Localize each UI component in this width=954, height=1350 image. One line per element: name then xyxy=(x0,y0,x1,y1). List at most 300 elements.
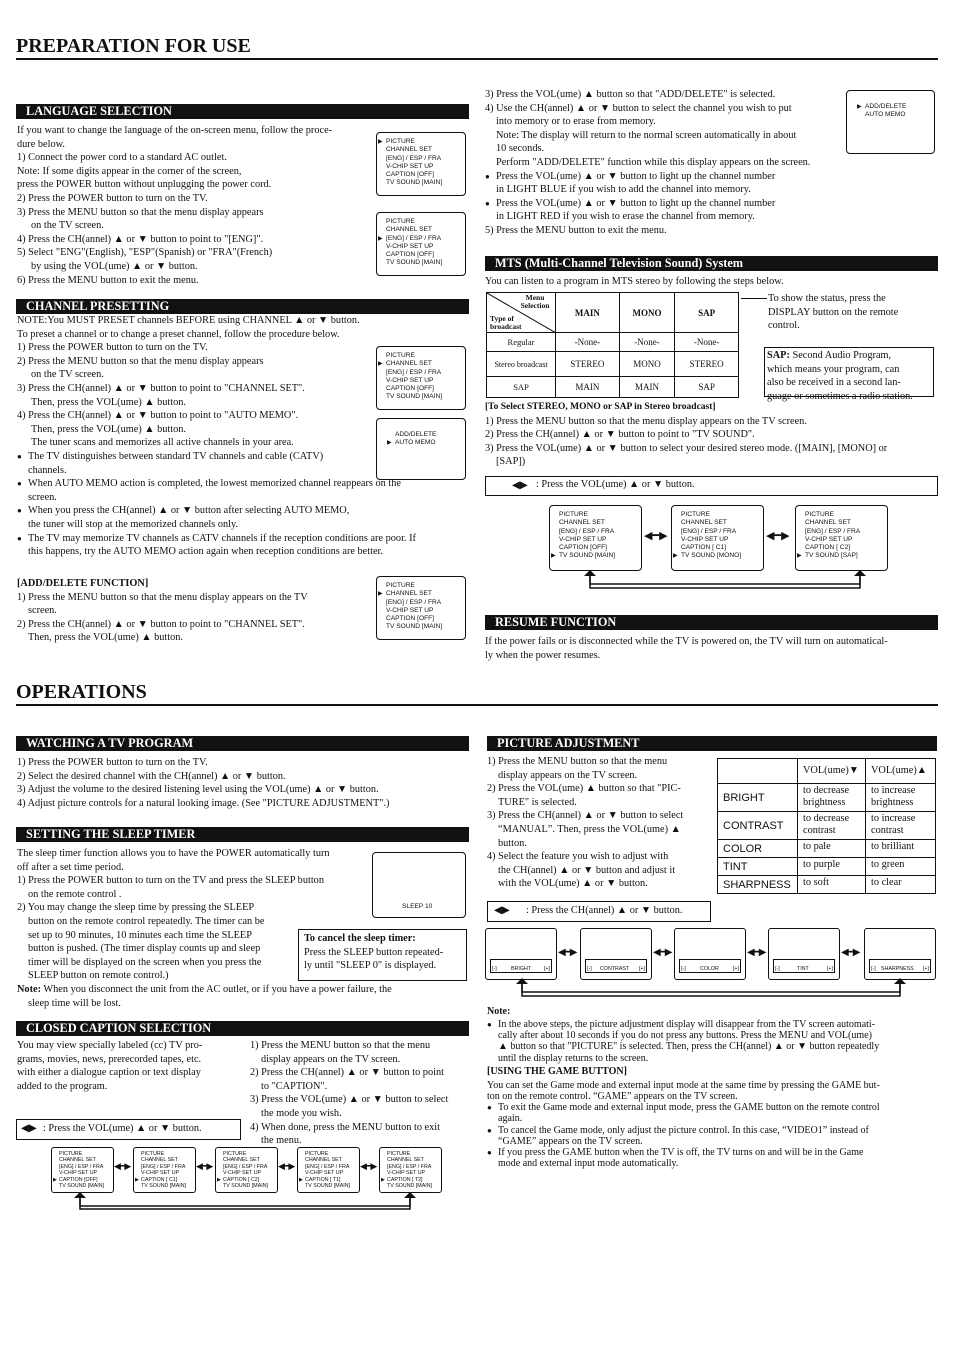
slider-label: SHARPNESS xyxy=(881,966,914,972)
table-cell: -None- xyxy=(619,333,675,352)
menu-line: CHANNEL SET xyxy=(681,519,727,527)
text-line: this happens, try the AUTO MEMO action again when reception conditions are better. xyxy=(28,546,383,558)
slider-label: CONTRAST xyxy=(600,966,630,972)
sleep-timer-header: SETTING THE SLEEP TIMER xyxy=(16,827,469,842)
menu-line: V-CHIP SET UP xyxy=(386,376,434,384)
text-line: 2) Press the POWER button to turn on the TV. xyxy=(17,192,208,204)
text-line: ● In the above steps, the picture adjustment display will disappear from the TV screen automati- xyxy=(498,1019,876,1030)
subheading: [ADD/DELETE FUNCTION] xyxy=(17,578,149,589)
text-line: “MANUAL”. Then, press the VOL(ume) ▲ xyxy=(498,823,681,835)
text-line: Note: If some digits appear in the corner of the screen, xyxy=(17,165,242,177)
slider-bar xyxy=(490,959,552,973)
note-label: Note: xyxy=(17,984,42,995)
menu-line: [ENG] / ESP / FRA xyxy=(141,1163,186,1170)
menu-line: V-CHIP SET UP xyxy=(305,1170,344,1177)
menu-line: V-CHIP SET UP xyxy=(387,1170,426,1177)
menu-line: CHANNEL SET xyxy=(386,226,432,234)
menu-line: TV SOUND [MAIN] xyxy=(141,1183,187,1190)
table-cell: MONO xyxy=(619,352,675,377)
text-line: 2) You may change the sleep time by pressing the SLEEP xyxy=(17,902,255,914)
tv-menu-screen xyxy=(297,1147,360,1193)
menu-line: TV SOUND [MAIN] xyxy=(59,1183,105,1190)
menu-line: CAPTION [OFF] xyxy=(559,544,607,552)
cc-legend xyxy=(16,1119,241,1140)
tint-slider-screen xyxy=(768,928,840,980)
slider-label: COLOR xyxy=(700,966,719,972)
text-line: DISPLAY button on the remote xyxy=(768,306,899,318)
menu-line: V-CHIP SET UP xyxy=(805,535,853,543)
text-line: Then, press the VOL(ume) ▲ button. xyxy=(31,396,186,408)
title-rule xyxy=(16,58,938,60)
text-line: until the display returns to the screen. xyxy=(498,1052,649,1064)
contrast-slider-screen xyxy=(580,928,652,980)
menu-line: CAPTION [OFF] xyxy=(386,615,434,623)
text-line: screen. xyxy=(28,605,57,617)
table-row-label: COLOR xyxy=(718,840,798,858)
menu-line: CAPTION [OFF] xyxy=(386,171,434,179)
cycle-arrow xyxy=(512,978,912,1000)
text-line: 3) Press the VOL(ume) ▲ or ▼ button to select xyxy=(250,1094,449,1106)
watching-text xyxy=(17,756,467,810)
title-rule xyxy=(16,704,938,706)
menu-line: [ENG] / ESP / FRA xyxy=(805,527,861,535)
minus-label: [-] xyxy=(587,966,592,972)
menu-line: [ENG] / ESP / FRA xyxy=(223,1163,268,1170)
text-line: Then, press the VOL(ume) ▲ button. xyxy=(28,632,183,644)
table-cell: MAIN xyxy=(619,377,675,398)
text-line: 3) Press the VOL(ume) ▲ or ▼ button to select your desired stereo mode. ([MAIN], [MONO] or xyxy=(485,442,888,454)
text-line: ● To exit the Game mode and external input mode, press the GAME button on the remote control xyxy=(498,1102,880,1114)
menu-line: ▶ [ENG] / ESP / FRA xyxy=(386,235,461,243)
section-title-preparation: PREPARATION FOR USE xyxy=(16,35,251,57)
tv-menu-screen xyxy=(376,418,466,480)
tv-menu-screen xyxy=(376,346,466,410)
mts-header: MTS (Multi-Channel Television Sound) System xyxy=(485,256,938,271)
menu-line: [ENG] / ESP / FRA xyxy=(386,368,442,376)
tv-menu-screen xyxy=(671,505,764,571)
closed-caption-steps xyxy=(250,1039,470,1148)
text-line: in LIGHT BLUE if you wish to add the channel into memory. xyxy=(496,184,751,196)
plus-label: [+] xyxy=(826,966,833,972)
menu-line: TV SOUND [MAIN] xyxy=(386,259,443,267)
minus-label: [-] xyxy=(775,966,780,972)
double-arrow-icon: ◀━▶ xyxy=(278,1161,295,1171)
table-cell: to brilliant xyxy=(866,840,936,858)
text-line: into memory or to erase from memory. xyxy=(496,116,656,128)
text-line: 1) Press the MENU button so that the menu display appears on the TV screen. xyxy=(485,415,807,427)
table-cell: to clear xyxy=(866,876,936,894)
closed-caption-header: CLOSED CAPTION SELECTION xyxy=(16,1021,469,1036)
tv-menu-screen xyxy=(795,505,888,571)
double-arrow-icon: ◀━▶ xyxy=(644,530,668,542)
menu-line: AUTO MEMO xyxy=(865,111,906,119)
corner-label: Type of broadcast xyxy=(490,314,522,331)
table-row-label: Stereo broadcast xyxy=(487,352,556,377)
slider-label: TINT xyxy=(797,966,809,972)
status-note xyxy=(768,292,936,333)
subheading: [To Select STEREO, MONO or SAP in Stereo broadcast] xyxy=(485,402,716,412)
menu-line: PICTURE xyxy=(805,511,834,518)
text-line: with either a dialogue caption or text display xyxy=(17,1067,201,1079)
menu-line: CHANNEL SET xyxy=(386,146,432,154)
color-slider-screen xyxy=(674,928,746,980)
menu-line: CHANNEL SET xyxy=(387,1157,424,1164)
slider-bar xyxy=(679,959,741,973)
text-line: TURE" is selected. xyxy=(498,796,577,808)
subheading: To cancel the sleep timer: xyxy=(304,933,416,944)
menu-line: ▶ CHANNEL SET xyxy=(386,590,461,598)
tv-menu-screen xyxy=(376,132,466,196)
text-line: button is pushed. (The timer display counts up and sleep xyxy=(28,943,261,955)
double-arrow-icon: ◀▶ xyxy=(494,905,510,916)
text-line: ton on the remote control. “GAME” appears on the TV screen. xyxy=(487,1091,738,1103)
bullet-item xyxy=(17,532,467,559)
menu-line: PICTURE xyxy=(141,1151,165,1157)
slider-bar xyxy=(773,959,835,973)
table-cell: to increase brightness xyxy=(866,784,936,812)
text-line: on the remote control . xyxy=(28,888,122,900)
text-line: channels. xyxy=(28,464,67,476)
menu-line: V-CHIP SET UP xyxy=(59,1170,98,1177)
text-line: ● The TV distinguishes between standard TV channels and cable (CATV) xyxy=(28,450,324,462)
text-line: To preset a channel or to change a preset channel, follow the procedure below. xyxy=(17,328,340,340)
text-line: guage or sometimes a radio station. xyxy=(767,390,913,402)
menu-line: ▶ CAPTION [ T1] xyxy=(305,1177,357,1183)
menu-line: CHANNEL SET xyxy=(559,519,605,527)
table-cell: -None- xyxy=(556,333,620,352)
text-line: 4) Press the CH(annel) ▲ or ▼ button to point to "[ENG]". xyxy=(17,233,264,245)
add-delete-text xyxy=(17,577,377,645)
text-line: 3) Press the CH(annel) ▲ or ▼ button to select xyxy=(487,810,684,822)
menu-line: PICTURE xyxy=(386,218,415,225)
text-line: ● Press the VOL(ume) ▲ or ▼ button to light up the channel number xyxy=(496,170,776,182)
menu-line: CAPTION [OFF] xyxy=(386,385,434,393)
text-line: 4) Press the CH(annel) ▲ or ▼ button to point to "AUTO MEMO". xyxy=(17,410,299,422)
menu-line: ADD/DELETE xyxy=(395,431,437,438)
resume-function-header: RESUME FUNCTION xyxy=(485,615,938,630)
tv-menu-screen xyxy=(376,576,466,640)
menu-line: CHANNEL SET xyxy=(805,519,851,527)
double-arrow-icon: ◀▶ xyxy=(512,480,528,491)
text-line: To show the status, press the xyxy=(768,293,886,304)
picture-legend xyxy=(487,901,711,922)
menu-line: [ENG] / ESP / FRA xyxy=(681,527,737,535)
text-line: by using the VOL(ume) ▲ or ▼ button. xyxy=(31,260,198,272)
tv-menu-screen xyxy=(376,212,466,276)
mts-intro: You can listen to a program in MTS stereo by following the steps below. xyxy=(485,276,784,287)
text-line: 4) Use the CH(annel) ▲ or ▼ button to select the channel you wish to put xyxy=(485,102,792,114)
menu-line: ▶ CAPTION [ T2] xyxy=(387,1177,439,1183)
menu-line: ▶ ADD/DELETE xyxy=(865,103,930,111)
table-corner-cell xyxy=(718,759,798,784)
text-line: 1) Press the MENU button so that the menu display appears on the TV xyxy=(17,591,308,603)
text-line: also be received in a second lan- xyxy=(767,377,901,389)
double-arrow-icon: ◀━▶ xyxy=(747,947,766,958)
tv-menu-screen xyxy=(549,505,642,571)
menu-line: [ENG] / ESP / FRA xyxy=(59,1163,104,1170)
table-row-label: SHARPNESS xyxy=(718,876,798,894)
menu-line: CHANNEL SET xyxy=(223,1157,260,1164)
text-line: You may view specially labeled (cc) TV pro- xyxy=(17,1040,203,1051)
plus-label: [+] xyxy=(638,966,645,972)
menu-line: CAPTION [ C1] xyxy=(681,544,727,552)
text-line: If you want to change the language of the on-screen menu, follow the proce- xyxy=(17,125,333,136)
text-line: The sleep timer function allows you to have the POWER automatically turn xyxy=(17,848,330,859)
add-delete-continued xyxy=(485,88,845,238)
text-line: ● Press the VOL(ume) ▲ or ▼ button to light up the channel number xyxy=(496,197,776,209)
text-line: ● The TV may memorize TV channels as CATV channels if the reception conditions are poor. If xyxy=(28,532,416,544)
table-cell: to green xyxy=(866,858,936,876)
text-line: added to the program. xyxy=(17,1080,108,1092)
text-line: press the POWER button without unplugging the power cord. xyxy=(17,179,272,191)
bullet-item xyxy=(485,197,845,224)
table-cell: to soft xyxy=(798,876,866,894)
text-line: If the power fails or is disconnected while the TV is powered on, the TV will turn on automatical- xyxy=(485,636,888,647)
text-line: the CH(annel) ▲ or ▼ button and adjust it xyxy=(498,864,676,876)
cycle-arrow xyxy=(70,1192,420,1212)
menu-line: CHANNEL SET xyxy=(141,1157,178,1164)
closed-caption-intro xyxy=(17,1039,247,1093)
tv-menu-screen xyxy=(133,1147,196,1193)
subheading: [USING THE GAME BUTTON] xyxy=(487,1065,627,1077)
menu-line: PICTURE xyxy=(386,352,415,359)
sap-term: SAP: xyxy=(767,350,790,361)
menu-line: ▶ TV SOUND [SAP] xyxy=(805,552,883,560)
menu-line: PICTURE xyxy=(387,1151,411,1157)
corner-label: Menu Selection xyxy=(520,293,550,310)
text-line: control. xyxy=(768,320,800,332)
legend-text: : Press the VOL(ume) ▲ or ▼ button. xyxy=(536,479,695,490)
text-line: on the TV screen. xyxy=(31,369,104,381)
channel-presetting-header: CHANNEL PRESETTING xyxy=(16,299,469,314)
callout-line xyxy=(741,298,767,299)
text-line: 3) Adjust the volume to the desired listening level using the VOL(ume) ▲ or ▼ button. xyxy=(17,784,379,796)
table-cell: to decrease brightness xyxy=(798,784,866,812)
text-line: 4) When done, press the MENU button to exit xyxy=(250,1121,440,1133)
text-line: set up to 90 minutes, 10 minutes each time the SLEEP xyxy=(28,929,252,941)
menu-line: ▶ AUTO MEMO xyxy=(395,439,461,447)
bullet-item xyxy=(487,1019,937,1064)
legend-text: : Press the VOL(ume) ▲ or ▼ button. xyxy=(43,1123,202,1134)
tv-sleep-screen xyxy=(372,852,466,918)
sleep-readout: SLEEP 10 xyxy=(402,903,433,910)
text-line: Press the SLEEP button repeated- xyxy=(304,946,444,958)
table-cell: to pale xyxy=(798,840,866,858)
minus-label: [-] xyxy=(492,966,497,972)
text-line: the mode you wish. xyxy=(261,1107,342,1119)
table-row-label: Regular xyxy=(487,333,556,352)
plus-label: [+] xyxy=(922,966,929,972)
minus-label: [-] xyxy=(681,966,686,972)
mts-table xyxy=(486,292,739,398)
text-line: 5) Select "ENG"(English), "ESP"(Spanish) or "FRA"(French) xyxy=(17,247,273,259)
text-line: [SAP]) xyxy=(496,456,526,468)
menu-line: [ENG] / ESP / FRA xyxy=(386,598,442,606)
table-header: MONO xyxy=(619,293,675,333)
table-row-label: CONTRAST xyxy=(718,812,798,840)
table-corner-cell xyxy=(487,293,556,333)
section-title-operations: OPERATIONS xyxy=(16,681,147,703)
table-row-label: SAP xyxy=(487,377,556,398)
text-line: display appears on the TV screen. xyxy=(261,1053,401,1065)
text-line: cally after about 10 seconds if you do not press any buttons. Press the MENU and VOL(ume) xyxy=(498,1030,872,1042)
text-line: Perform "ADD/DELETE" function while this display appears on the screen. xyxy=(496,156,811,168)
menu-line: ▶ CAPTION [OFF] xyxy=(59,1177,111,1183)
menu-line: CAPTION [OFF] xyxy=(386,251,434,259)
menu-line: PICTURE xyxy=(386,582,415,589)
text-line: 6) Press the MENU button to exit the menu. xyxy=(17,274,199,286)
text-line: 2) Press the CH(annel) ▲ or ▼ button to point to "TV SOUND". xyxy=(485,429,755,441)
menu-line: CHANNEL SET xyxy=(59,1157,96,1164)
menu-line: TV SOUND [MAIN] xyxy=(387,1183,433,1190)
table-header: MAIN xyxy=(556,293,620,333)
menu-line: TV SOUND [MAIN] xyxy=(386,179,443,187)
picture-notes xyxy=(487,1005,937,1169)
text-line: When you disconnect the unit from the AC outlet, or if you have a power failure, the xyxy=(41,984,392,995)
text-line: 2) Select the desired channel with the CH(annel) ▲ or ▼ button. xyxy=(17,770,286,782)
menu-line: V-CHIP SET UP xyxy=(386,242,434,250)
text-line: ly when the power resumes. xyxy=(485,649,601,661)
text-line: 10 seconds. xyxy=(496,143,545,155)
text-line: 1) Press the MENU button so that the menu xyxy=(487,756,668,767)
legend-text: : Press the CH(annel) ▲ or ▼ button. xyxy=(526,905,683,916)
double-arrow-icon: ◀━▶ xyxy=(558,947,577,958)
picture-adjustment-table xyxy=(717,758,936,894)
language-selection-text xyxy=(17,124,372,287)
menu-line: TV SOUND [MAIN] xyxy=(386,623,443,631)
text-line: button on the remote control repeatedly. The timer can be xyxy=(28,915,265,927)
sap-note-box xyxy=(764,347,934,402)
language-selection-header: LANGUAGE SELECTION xyxy=(16,104,469,119)
text-line: 4) Select the feature you wish to adjust with xyxy=(487,851,669,863)
menu-line: PICTURE xyxy=(59,1151,83,1157)
text-line: ▲ button so that "PICTURE" is selected. Then, press the CH(annel) ▲ or ▼ button repeatedly xyxy=(498,1041,880,1053)
text-line: again. xyxy=(498,1113,523,1125)
text-line: in LIGHT RED if you wish to erase the channel from memory. xyxy=(496,211,755,223)
cycle-arrow xyxy=(580,570,880,592)
text-line: 1) Press the POWER button to turn on the TV. xyxy=(17,757,208,768)
menu-line: ▶ CAPTION [ C1] xyxy=(141,1177,193,1183)
text-line: to "CAPTION". xyxy=(261,1080,328,1092)
menu-line: PICTURE xyxy=(559,511,588,518)
text-line: display appears on the TV screen. xyxy=(498,769,638,781)
slider-bar xyxy=(869,959,931,973)
menu-line: V-CHIP SET UP xyxy=(681,535,729,543)
menu-line: ▶ TV SOUND [MONO] xyxy=(681,552,759,560)
text-line: 1) Press the MENU button so that the menu xyxy=(250,1040,431,1051)
plus-label: [+] xyxy=(732,966,739,972)
text-line: Then, press the VOL(ume) ▲ button. xyxy=(31,423,186,435)
slider-label: BRIGHT xyxy=(511,966,532,972)
text-line: screen. xyxy=(28,491,57,503)
slider-bar xyxy=(585,959,647,973)
text-line: 4) Adjust picture controls for a natural looking image. (See "PICTURE ADJUSTMENT".) xyxy=(17,797,390,809)
text-line: 2) Press the CH(annel) ▲ or ▼ button to point xyxy=(250,1067,444,1079)
table-header: VOL(ume)▲ xyxy=(866,759,936,784)
tv-menu-screen xyxy=(51,1147,114,1193)
bullet-item xyxy=(485,170,845,197)
text-line: 3) Press the CH(annel) ▲ or ▼ button to point to "CHANNEL SET". xyxy=(17,382,305,394)
text-line: timer will be displayed on the screen when you press the xyxy=(28,956,262,968)
double-arrow-icon: ◀━▶ xyxy=(196,1161,213,1171)
menu-line: TV SOUND [MAIN] xyxy=(223,1183,269,1190)
table-row-label: BRIGHT xyxy=(718,784,798,812)
bullet-item xyxy=(487,1102,937,1124)
text-line: the menu. xyxy=(261,1135,302,1147)
menu-line: PICTURE xyxy=(681,511,710,518)
menu-line: [ENG] / ESP / FRA xyxy=(386,154,442,162)
text-line: NOTE:You MUST PRESET channels BEFORE using CHANNEL ▲ or ▼ button. xyxy=(17,315,360,326)
watching-header: WATCHING A TV PROGRAM xyxy=(16,736,469,751)
table-cell: to purple xyxy=(798,858,866,876)
note-label: Note: xyxy=(487,1006,511,1017)
text-line: ● When AUTO MEMO action is completed, the lowest memorized channel reappears on the xyxy=(28,478,401,490)
text-line: 3) Press the MENU button so that the menu display appears xyxy=(17,206,264,218)
menu-line: CHANNEL SET xyxy=(305,1157,342,1164)
menu-line: ▶ CAPTION [ C2] xyxy=(223,1177,275,1183)
bullet-item xyxy=(17,504,467,531)
text-line: the tuner will stop at the memorized channels only. xyxy=(28,518,239,530)
menu-line: ▶ PICTURE xyxy=(386,138,461,146)
menu-line: [ENG] / ESP / FRA xyxy=(387,1163,432,1170)
menu-line: V-CHIP SET UP xyxy=(223,1170,262,1177)
mts-steps xyxy=(485,401,935,469)
menu-line: [ENG] / ESP / FRA xyxy=(559,527,615,535)
menu-line: V-CHIP SET UP xyxy=(386,606,434,614)
plus-label: [+] xyxy=(543,966,550,972)
menu-line: TV SOUND [MAIN] xyxy=(305,1183,351,1190)
text-line: with the VOL(ume) ▲ or ▼ button. xyxy=(498,878,648,890)
text-line: 1) Press the POWER button to turn on the TV. xyxy=(17,342,208,354)
text-line: “GAME” appears on the TV screen. xyxy=(498,1135,643,1147)
text-line: off after a set time period. xyxy=(17,861,124,873)
table-row-label: TINT xyxy=(718,858,798,876)
table-cell: SAP xyxy=(675,377,739,398)
text-line: 3) Press the VOL(ume) ▲ button so that "ADD/DELETE" is selected. xyxy=(485,89,776,100)
mts-legend xyxy=(485,476,938,496)
text-line: button. xyxy=(498,837,527,849)
sharpness-slider-screen xyxy=(864,928,936,980)
table-cell: STEREO xyxy=(556,352,620,377)
text-line: Second Audio Program, xyxy=(789,350,892,361)
text-line: Note: The display will return to the normal screen automatically in about xyxy=(496,129,797,141)
menu-line: V-CHIP SET UP xyxy=(386,162,434,170)
tv-menu-screen xyxy=(379,1147,442,1193)
tv-menu-screen xyxy=(215,1147,278,1193)
text-line: grams, movies, news, prerecorded tapes, etc. xyxy=(17,1053,202,1065)
table-header: SAP xyxy=(675,293,739,333)
menu-line: PICTURE xyxy=(305,1151,329,1157)
text-line: ● When you press the CH(annel) ▲ or ▼ button after selecting AUTO MEMO, xyxy=(28,505,350,517)
double-arrow-icon: ◀▶ xyxy=(21,1123,37,1134)
bright-slider-screen xyxy=(485,928,557,980)
text-line: 2) Press the MENU button so that the menu display appears xyxy=(17,355,264,367)
double-arrow-icon: ◀━▶ xyxy=(766,530,790,542)
text-line: 2) Press the VOL(ume) ▲ button so that "PIC- xyxy=(487,783,681,795)
table-cell: -None- xyxy=(675,333,739,352)
table-header: VOL(ume)▼ xyxy=(798,759,866,784)
menu-line: [ENG] / ESP / FRA xyxy=(305,1163,350,1170)
double-arrow-icon: ◀━▶ xyxy=(653,947,672,958)
text-line: dure below. xyxy=(17,138,65,150)
text-line: SLEEP button on remote control.) xyxy=(28,970,169,982)
double-arrow-icon: ◀━▶ xyxy=(360,1161,377,1171)
text-line: 1) Connect the power cord to a standard AC outlet. xyxy=(17,152,227,164)
text-line: sleep time will be lost. xyxy=(28,997,121,1009)
text-line: which means your program, can xyxy=(767,363,900,375)
table-cell: MAIN xyxy=(556,377,620,398)
bullet-item xyxy=(487,1147,937,1169)
